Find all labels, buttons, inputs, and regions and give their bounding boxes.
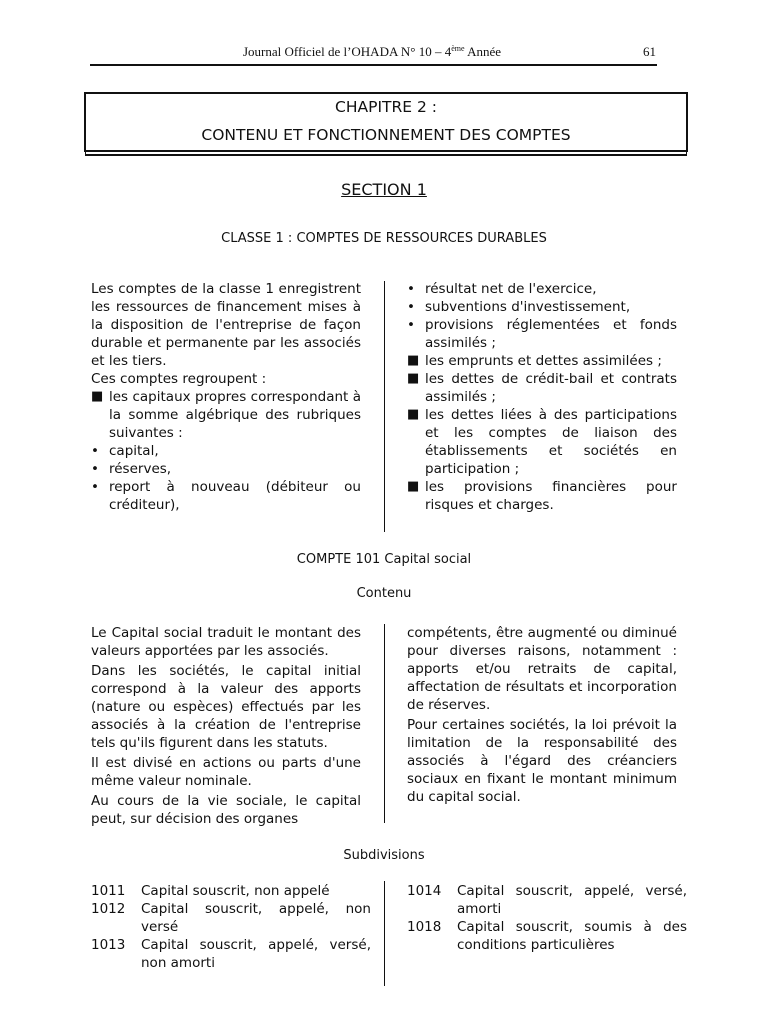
paragraph: Le Capital social traduit le montant des valeurs apportées par les associés.: [91, 625, 361, 659]
square-bullet-icon: ■: [407, 371, 420, 386]
list-item-text: les dettes liées à des participations et les comptes de liaison des établissements et sociétés en participation ;: [425, 407, 677, 477]
intro-regroup-line: Ces comptes regroupent :: [91, 371, 267, 387]
list-item-text: les dettes de crédit-bail et contrats assimilés ;: [425, 371, 677, 405]
account-code: 1018: [407, 919, 442, 935]
subdivision-row: [407, 882, 687, 918]
class-title: CLASSE 1 : COMPTES DE RESSOURCES DURABLES: [221, 231, 547, 246]
subdivisions-title: Subdivisions: [343, 848, 425, 863]
intro-right-column: [407, 280, 677, 514]
list-item: [407, 370, 677, 406]
list-item-text: les emprunts et dettes assimilées ;: [425, 353, 662, 369]
account-label: Capital souscrit, non appelé: [141, 883, 330, 899]
round-bullet-icon: •: [407, 317, 415, 333]
paragraph: Au cours de la vie sociale, le capital peut, sur décision des organes: [91, 793, 361, 827]
subdivision-row: [91, 936, 371, 972]
intro-left-column: [91, 280, 361, 514]
list-item: [91, 442, 361, 460]
square-bullet-icon: ■: [91, 389, 104, 404]
account-code: 1011: [91, 883, 126, 899]
list-item-text: report à nouveau (débiteur ou créditeur),: [109, 479, 361, 513]
column-divider: [384, 281, 385, 532]
subdivision-row: [407, 918, 687, 954]
square-bullet-icon: ■: [407, 407, 420, 422]
list-item-text: subventions d'investissement,: [425, 299, 631, 315]
round-bullet-icon: •: [407, 299, 415, 315]
round-bullet-icon: •: [407, 281, 415, 297]
account-code: 1013: [91, 937, 126, 953]
list-item: [407, 352, 677, 370]
list-item-text: réserves,: [109, 461, 172, 477]
account-label: Capital souscrit, appelé, versé, non amorti: [141, 937, 371, 971]
paragraph: Pour certaines sociétés, la loi prévoit la limitation de la responsabilité des associés à l'égard des créanciers sociaux en fixant le montant minimum du capital social.: [407, 717, 677, 805]
list-item: [407, 478, 677, 514]
round-bullet-icon: •: [91, 461, 99, 477]
contenu-right-column: [407, 624, 677, 806]
column-divider: [384, 881, 385, 986]
account-label: Capital souscrit, appelé, non versé: [141, 901, 371, 935]
journal-title: Journal Officiel de l’OHADA N° 10 – 4ème Année: [242, 44, 502, 59]
chapter-number: CHAPITRE 2 :: [335, 98, 437, 116]
account-code: 1012: [91, 901, 126, 917]
chapter-title: CONTENU ET FONCTIONNEMENT DES COMPTES: [201, 126, 571, 144]
square-bullet-icon: ■: [407, 353, 420, 368]
page-number: 61: [643, 44, 656, 59]
list-item: [407, 298, 677, 316]
contenu-title: Contenu: [356, 586, 412, 601]
list-item-text: les capitaux propres correspondant à la somme algébrique des rubriques suivantes :: [109, 389, 361, 441]
list-item-text: les provisions financières pour risques et charges.: [425, 479, 677, 513]
subdivisions-left-column: [91, 882, 371, 972]
list-item-text: capital,: [109, 443, 159, 459]
header-rule: [90, 64, 657, 66]
column-divider: [384, 624, 385, 823]
contenu-left-column: [91, 624, 361, 828]
list-item: [91, 388, 361, 442]
paragraph: compétents, être augmenté ou diminué pour diverses raisons, notamment : apports et/ou retraits de capital, affectation de résultats et incorporation de réserves.: [407, 625, 677, 713]
list-item-text: provisions réglementées et fonds assimilés ;: [425, 317, 677, 351]
round-bullet-icon: •: [91, 443, 99, 459]
account-code: 1014: [407, 883, 442, 899]
subdivision-row: [91, 882, 371, 900]
subdivision-row: [91, 900, 371, 936]
intro-right-list: [407, 280, 677, 514]
list-item: [91, 460, 361, 478]
list-item: [91, 478, 361, 514]
intro-left-list: [91, 388, 361, 514]
square-bullet-icon: ■: [407, 479, 420, 494]
account-label: Capital souscrit, soumis à des conditions particulières: [457, 919, 687, 953]
intro-paragraph: Les comptes de la classe 1 enregistrent les ressources de financement mises à la disposition de l'entreprise de façon durable et permanente par les associés et les tiers.: [91, 281, 361, 369]
compte-title: COMPTE 101 Capital social: [296, 552, 472, 567]
list-item: [407, 316, 677, 352]
list-item: [407, 280, 677, 298]
account-label: Capital souscrit, appelé, versé, amorti: [457, 883, 687, 917]
list-item: [407, 406, 677, 478]
subdivisions-right-column: [407, 882, 687, 954]
list-item-text: résultat net de l'exercice,: [425, 281, 597, 297]
section-title: SECTION 1: [341, 180, 427, 199]
paragraph: Il est divisé en actions ou parts d'une même valeur nominale.: [91, 755, 361, 789]
paragraph: Dans les sociétés, le capital initial correspond à la valeur des apports (nature ou espèces) effectués par les associés à la création de l'entreprise tels qu'ils figurent dans les statuts.: [91, 663, 361, 751]
chapter-box: [84, 92, 688, 152]
round-bullet-icon: •: [91, 479, 99, 495]
